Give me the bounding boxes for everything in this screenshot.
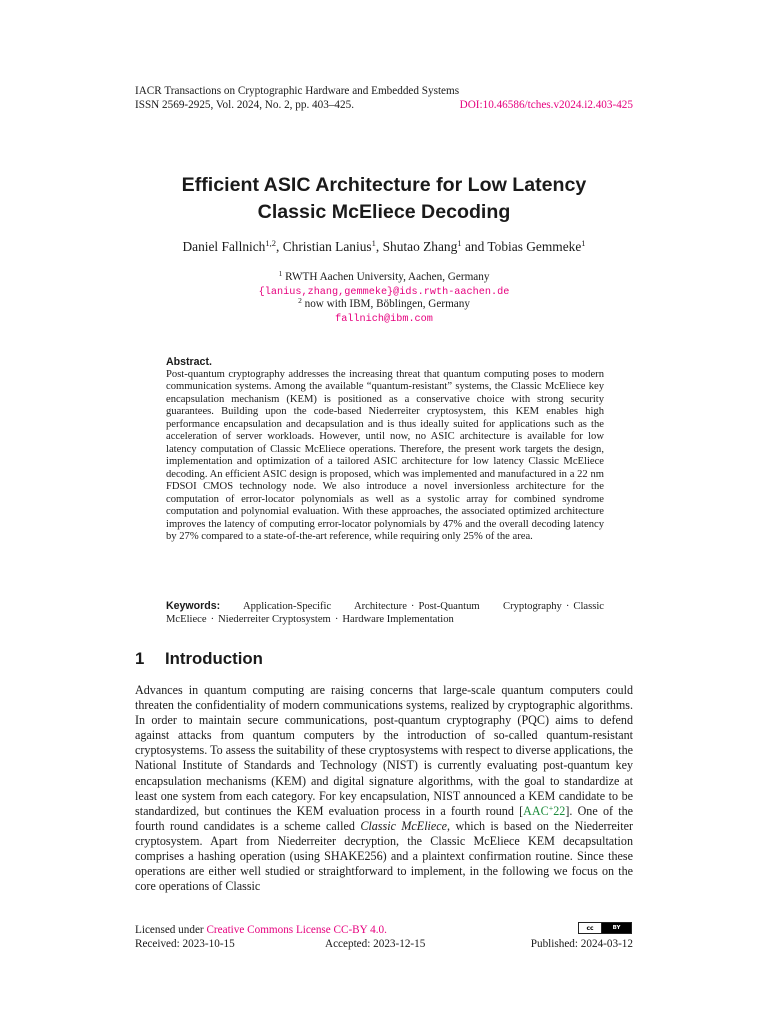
author-name: Tobias Gemmeke [487, 239, 582, 254]
keyword: Post-Quantum Cryptography [418, 601, 562, 612]
keywords-label: Keywords: [166, 600, 221, 612]
keyword-separator: · [210, 614, 215, 625]
author-affil: 1 [581, 238, 586, 248]
keyword-separator: · [334, 614, 339, 625]
intro-text: , which is based on the Niederreiter cryptosystem. Apart from Niederreiter decryption, the Classic McEliece KEM decapsultation comprises a hashing operation (using SHAKE256) and a plaintext confirmation routine. Since these operations are either well studied or straightforward to implement, in the following we focus on the core operations of Classic [135, 818, 633, 894]
intro-paragraph [135, 683, 633, 894]
dates-line [135, 937, 633, 951]
affiliation-text: RWTH Aachen University, Aachen, Germany [285, 271, 490, 283]
keyword-separator: · [565, 601, 570, 612]
scheme-name: Classic McEliece [360, 818, 448, 833]
keyword: Classic McEliece [166, 601, 604, 625]
journal-name: IACR Transactions on Cryptographic Hardware and Embedded Systems [135, 85, 460, 97]
by-logo-icon: BY [602, 923, 631, 933]
section-heading [135, 649, 263, 669]
affiliation-marker: 1 [278, 269, 283, 278]
paper-title [120, 172, 648, 226]
affiliation-text: now with IBM, Böblingen, Germany [304, 298, 470, 310]
affiliation-1-email[interactable]: {lanius,zhang,gemmeke}@ids.rwth-aachen.de [258, 287, 510, 298]
affiliation-2 [120, 297, 648, 312]
received-date: Received: 2023-10-15 [135, 938, 235, 950]
author-and: and [464, 239, 485, 254]
abstract [166, 356, 604, 544]
keyword: Application-Specific Architecture [242, 601, 407, 612]
title-line-1: Efficient ASIC Architecture for Low Latency [181, 174, 587, 196]
author-name: Daniel Fallnich [182, 239, 266, 254]
accepted-date: Accepted: 2023-12-15 [325, 938, 426, 950]
intro-text: Advances in quantum computing are raising concerns that large-scale quantum computers could threaten the confidentiality of modern communications systems, realized by cryptographic algorithms. In order to maintain secure communications, post-quantum cryptography (PQC) aims to defend against attacks from quantum computers by the introduction of so-called quantum-resistant cryptosystems. To assess the suitability of these cryptosystems with respect to diverse applications, the National Institute of Standards and Technology (NIST) is currently evaluating post-quantum key encapsulation mechanisms (KEM) and digital signature algorithms, with the goal to standardize at least one system from each category. For key encapsulation, NIST announced a KEM candidate to be standardized, but continues the KEM evaluation process in a fourth round [ [135, 683, 633, 818]
affiliation-1 [120, 270, 648, 285]
affiliation-marker: 2 [298, 296, 302, 305]
author-list: Daniel Fallnich$^{1,2}$, Christian Lanius$^1$, Shutao Zhang$^1$ and Tobias Gemmeke$^1$ [182, 238, 586, 254]
license-line [135, 923, 633, 937]
license-link[interactable]: Creative Commons License CC-BY 4.0. [206, 924, 387, 936]
introduction-body [135, 683, 633, 894]
citation-link[interactable] [523, 804, 565, 818]
author-name: Christian Lanius [282, 239, 372, 254]
author-affil: 1,2 [265, 238, 277, 248]
keyword-separator: · [410, 601, 415, 612]
keywords [166, 600, 604, 626]
intro-text: ]. One of the fourth round candidates is a scheme called [135, 803, 634, 833]
citation-year: 22 [553, 803, 566, 818]
title-line-2: Classic McEliece Decoding [257, 201, 511, 223]
citation-key: AAC [523, 803, 549, 818]
abstract-text: Post-quantum cryptography addresses the increasing threat that quantum computing poses to modern communication systems. Among the available “quantum-resistant” systems, the Classic McEliece key encapsulation mechanism (KEM) is positioned as a conservative choice with strong security guarantees. Building upon the code-based Niederreiter cryptosystem, this KEM enables high performance encapsulation and decapsulation and is thus ideally suited for applications such as the acceleration of server workloads. However, until now, no ASIC architecture is available for low latency computation of Classic McEliece operations. Therefore, the present work targets the design, implementation and optimization of a tailored ASIC architecture for low latency Classic McEliece decoding. An efficient ASIC design is proposed, which was implemented and manufactured in a 22 nm FDSOI CMOS technology node. We also introduce a novel inversionless architecture for the computation of error-locator polynomials as well as a systolic array for combined syndrome computation and polynomial evaluation. With these approaches, the associated optimized architecture improves the latency of computing error-locator polynomials by 47% and the overall decoding latency by 27% compared to a state-of-the-art reference, while requiring only 25% of the area. [166, 368, 604, 542]
issue-info: ISSN 2569-2925, Vol. 2024, No. 2, pp. 403–425. [135, 99, 355, 111]
keyword: Niederreiter Cryptosystem [218, 614, 331, 625]
cc-by-badge-icon[interactable] [578, 922, 632, 934]
author-name: Shutao Zhang [382, 239, 458, 254]
published-date: Published: 2024-03-12 [530, 938, 633, 950]
license-prefix: Licensed under [135, 924, 207, 936]
author-affil: 1 [457, 238, 462, 248]
keyword: Hardware Implementation [342, 614, 454, 625]
issue-line [135, 98, 633, 112]
section-title: Introduction [165, 649, 263, 668]
author-affil: 1 [371, 238, 376, 248]
cc-logo-icon: cc [579, 923, 602, 933]
section-number: 1 [135, 649, 145, 668]
affiliation-2-email[interactable]: fallnich@ibm.com [335, 314, 433, 325]
abstract-heading: Abstract. [166, 356, 212, 368]
doi-link[interactable]: DOI:10.46586/tches.v2024.i2.403-425 [459, 99, 633, 111]
citation-plus: + [548, 803, 554, 813]
